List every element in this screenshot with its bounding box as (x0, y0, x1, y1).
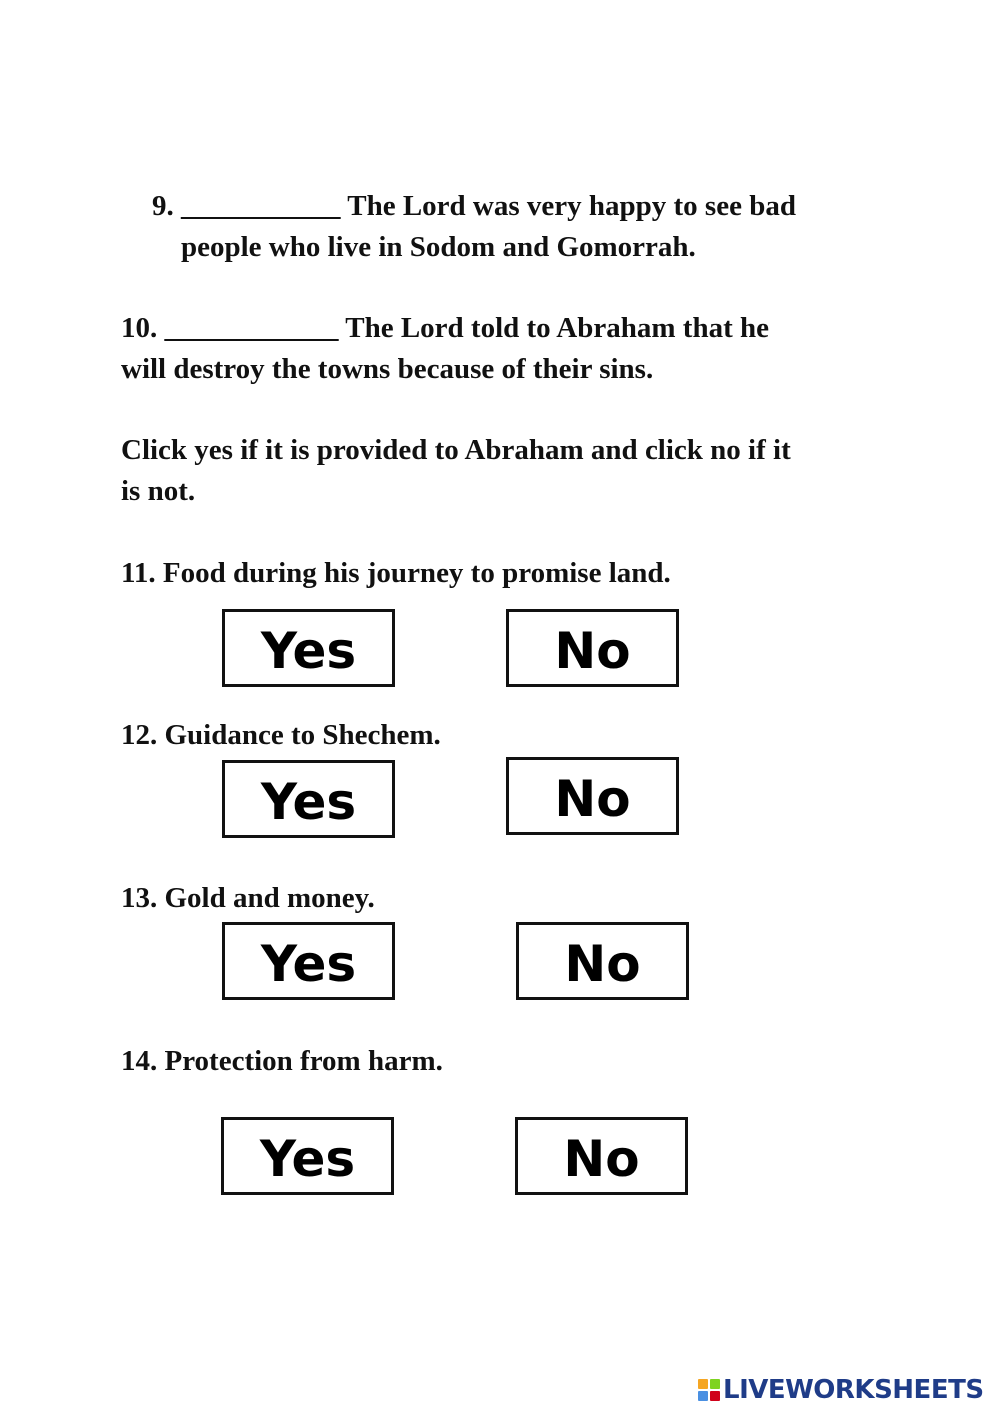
q11-no-label: No (554, 622, 631, 680)
q11-no-button[interactable] (506, 609, 679, 687)
question-13-text: 13. Gold and money. (121, 882, 375, 914)
logo-grid-icon (698, 1379, 720, 1401)
q13-yes-button[interactable] (222, 922, 395, 1000)
q13-yes-label: Yes (260, 935, 357, 993)
logo-square-3 (698, 1391, 708, 1401)
q14-yes-label: Yes (259, 1130, 356, 1188)
instruction-line-1: Click yes if it is provided to Abraham and click no if it (121, 434, 791, 466)
liveworksheets-logo (698, 1375, 984, 1405)
question-10-line-2: will destroy the towns because of their sins. (121, 353, 654, 385)
question-14-text: 14. Protection from harm. (121, 1045, 443, 1077)
q11-yes-label: Yes (260, 622, 357, 680)
q13-no-label: No (564, 935, 641, 993)
q12-yes-button[interactable] (222, 760, 395, 838)
question-12-text: 12. Guidance to Shechem. (121, 719, 441, 751)
q14-yes-button[interactable] (221, 1117, 394, 1195)
question-11-text: 11. Food during his journey to promise land. (121, 557, 671, 589)
question-10-line-1: 10. ____________ The Lord told to Abraham that he (121, 312, 769, 344)
q12-no-button[interactable] (506, 757, 679, 835)
logo-square-4 (710, 1391, 720, 1401)
question-9-line-2: people who live in Sodom and Gomorrah. (181, 231, 696, 263)
question-9-line-1: 9. ___________ The Lord was very happy to see bad (152, 190, 796, 222)
q12-no-label: No (554, 770, 631, 828)
logo-square-1 (698, 1379, 708, 1389)
q14-no-button[interactable] (515, 1117, 688, 1195)
q11-yes-button[interactable] (222, 609, 395, 687)
q12-yes-label: Yes (260, 773, 357, 831)
logo-square-2 (710, 1379, 720, 1389)
q13-no-button[interactable] (516, 922, 689, 1000)
q14-no-label: No (563, 1130, 640, 1188)
logo-text: LIVEWORKSHEETS (723, 1375, 984, 1405)
instruction-line-2: is not. (121, 475, 196, 507)
